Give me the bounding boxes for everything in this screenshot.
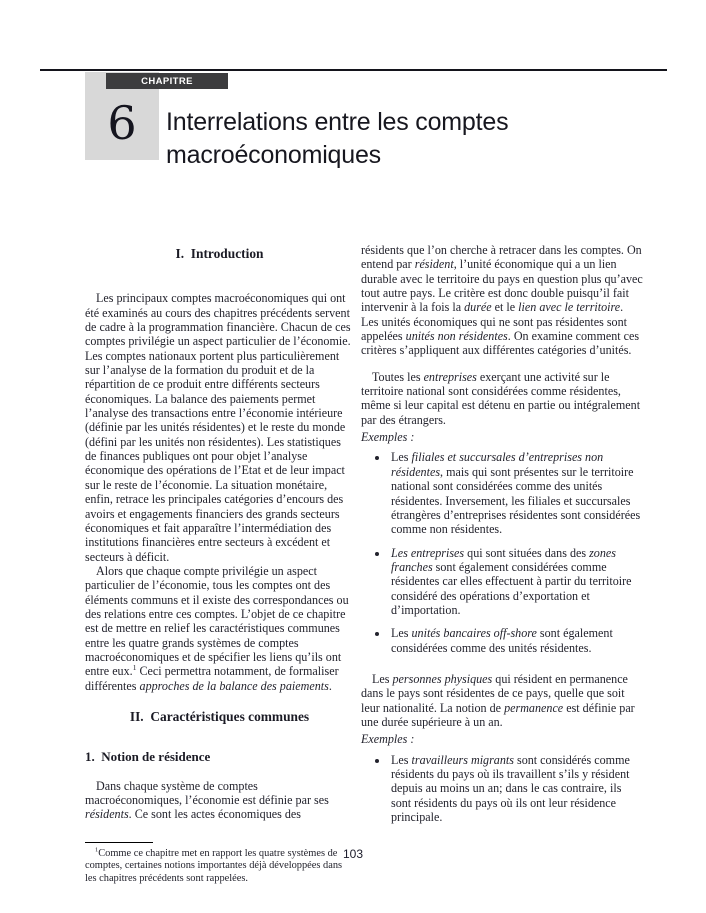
list-item: • Les filiales et succursales d’entreprises non résidentes, mais qui sont présentes sur le territoire national sont considérées comme des unités résidentes. Inversement, les filiales et succursales étrangères d’entreprises résidentes sont considérées comme non résidentes. [389, 450, 643, 536]
chapter-label-box [106, 73, 228, 89]
footnote-separator [85, 842, 153, 843]
header-rule [40, 69, 667, 71]
chapter-number: 6 [107, 96, 137, 150]
list-item: • Les travailleurs migrants sont considérés comme résidents du pays où ils travaillent s’ils y résident depuis au moins un an; dans le cas contraire, ils sont résidents du pays où ils ont leur résidence principale. [389, 753, 643, 825]
examples-label: Exemples : [361, 732, 415, 747]
list-item: • Les entreprises qui sont situées dans des zones franches sont également considérées comme résidentes car elles effectuent à partir du territoire considéré des opérations d’exportation et d’importation. [389, 546, 643, 618]
paragraph: Dans chaque système de comptes macroéconomiques, l’économie est définie par ses résidents. Ce sont les actes économiques des [85, 778, 329, 822]
chapter-title: Interrelations entre les comptes macroéconomiques [166, 108, 509, 169]
paragraph: Alors que chaque compte privilégie un aspect particulier de l’économie, tous les comptes ont des éléments communs et il existe des correspondances ou des relations entre ces comptes. L’objet de ce chapitre est de mettre en relief les caractéristiques communes entre les quatre grands systèmes de comptes macroéconomiques et de spécifier les liens qu’ils ont entre eux.$^1$ Ceci permettra notamment, de formaliser différentes approches de la balance des paiements. [85, 563, 349, 693]
examples-list [361, 753, 643, 825]
paragraph: Les principaux comptes macroéconomiques qui ont été examinés au cours des chapitres précédents servent de cadre à la programmation financière. Chacun de ces comptes privilégie un aspect particulier de l’économie. Les comptes nationaux portent plus particulièrement sur l’analyse de la formation du produit et de la répartition de ce produit entre différents secteurs économiques. La balance des paiements permet l’analyse des transactions entre l’économie intérieure (définie par les unités résidentes) et le reste du monde (défini par les unités non résidentes). Les statistiques de finances publiques ont pour objet l’analyse économique des opérations de l’Etat et de leur impact sur le reste de l’économie. La situation monétaire, enfin, retrace les principales catégories d’encours des avoirs et engagements financiers des grands secteurs économiques et fait apparaître l’intermédiation des institutions financières entre secteurs à excédent et secteurs à déficit. [85, 291, 351, 564]
paragraph: Les personnes physiques qui résident en permanence dans le pays sont résidentes de ce pays, quelle que soit leur nationalité. La notion de permanence est définie par une durée supérieure à un an. [361, 671, 635, 729]
paragraph: résidents que l’on cherche à retracer dans les comptes. On entend par résident, l’unité économique qui a un lien durable avec le territoire du pays en question plus qu’avec tout autre pays. Le critère est donc double puisqu’il fait intervenir à la fois la durée et le lien avec le territoire. Les unités économiques qui ne sont pas résidentes sont appelées unités non résidentes. On examine comment ces critères s’appliquent aux différentes catégories d’unités. [361, 243, 643, 358]
chapter-label: CHAPITRE [141, 75, 193, 87]
section-heading-introduction: I. Introduction [175, 246, 264, 261]
footnote-text: $^1$Comme ce chapitre met en rapport les quatre systèmes de comptes, certaines notions importantes déjà développées dans les chapitres précédents sont rappelées. [85, 846, 343, 884]
section-heading-caracteristiques: II. Caractéristiques communes [129, 708, 310, 724]
paragraph: Toutes les entreprises exerçant une activité sur le territoire national sont considérées comme résidentes, même si leur capital est détenu en partie ou intégralement par des étrangers. [361, 369, 641, 427]
examples-label: Exemples : [361, 430, 415, 445]
page-number: 103 [342, 847, 364, 861]
examples-list [361, 450, 643, 654]
list-item: • Les unités bancaires off-shore sont également considérées comme des unités résidentes. [389, 626, 643, 655]
subsection-heading-residence: 1. Notion de résidence [85, 749, 211, 765]
right-column [361, 243, 643, 833]
left-column [85, 243, 354, 885]
